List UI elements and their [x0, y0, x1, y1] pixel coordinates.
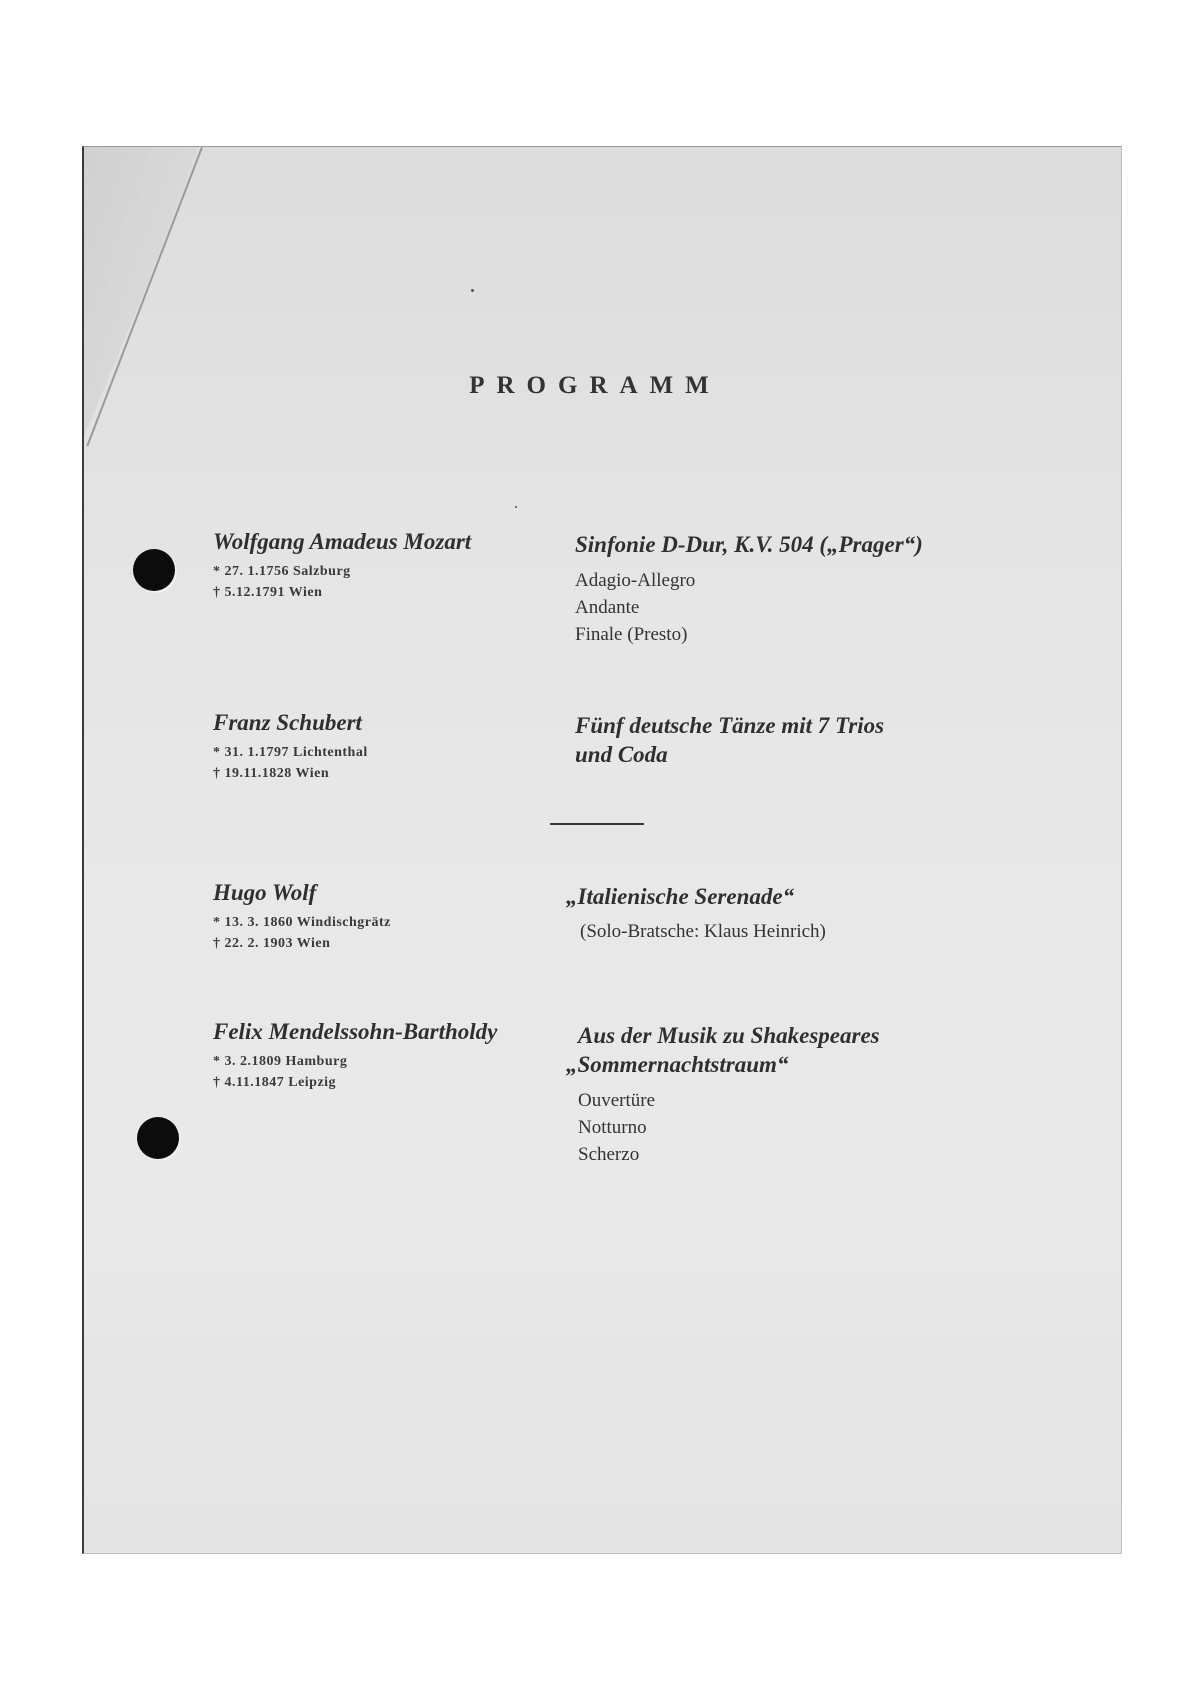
- composer-name: Wolfgang Amadeus Mozart: [213, 529, 472, 554]
- birth-date: * 27. 1.1756 Salzburg: [213, 564, 351, 579]
- punch-hole-top: [133, 549, 175, 591]
- movement-item: Scherzo: [578, 1144, 640, 1165]
- composer-dates: [213, 1051, 558, 1093]
- movement-item: Andante: [575, 597, 640, 618]
- movement-item: Notturno: [578, 1117, 647, 1138]
- work-block-wolf: [566, 882, 986, 943]
- movement-item: Finale (Presto): [575, 624, 688, 645]
- death-date: † 5.12.1791 Wien: [213, 585, 323, 600]
- composer-block-mozart: [213, 529, 558, 603]
- work-block-mozart: [575, 530, 995, 648]
- birth-date: * 3. 2.1809 Hamburg: [213, 1054, 348, 1069]
- composer-block-wolf: [213, 880, 558, 954]
- work-title-line2: und Coda: [575, 742, 668, 767]
- movement-list: [578, 1087, 986, 1168]
- composer-dates: [213, 742, 558, 784]
- paper-speck: [515, 506, 517, 508]
- death-date: † 4.11.1847 Leipzig: [213, 1075, 337, 1090]
- intermission-divider: [550, 823, 644, 825]
- death-date: † 19.11.1828 Wien: [213, 766, 330, 781]
- composer-block-schubert: [213, 710, 558, 784]
- work-title: Sinfonie D-Dur, K.V. 504 („Prager“): [575, 532, 923, 557]
- composer-name: Felix Mendelssohn-Bartholdy: [213, 1019, 498, 1044]
- movement-item: Adagio-Allegro: [575, 570, 696, 591]
- work-block-mendelssohn: [566, 1021, 986, 1168]
- movement-list: [575, 567, 995, 648]
- composer-name: Franz Schubert: [213, 710, 362, 735]
- program-sheet: [82, 146, 1122, 1554]
- work-title: Fünf deutsche Tänze mit 7 Trios: [575, 713, 885, 738]
- work-note: (Solo-Bratsche: Klaus Heinrich): [580, 921, 826, 942]
- composer-block-mendelssohn: [213, 1019, 558, 1093]
- work-title: Aus der Musik zu Shakespeares: [578, 1023, 880, 1048]
- composer-name: Hugo Wolf: [213, 880, 317, 905]
- work-title-line2: „Sommernachtstraum“: [566, 1052, 789, 1077]
- composer-dates: [213, 912, 558, 954]
- page-title: PROGRAMM: [469, 372, 721, 399]
- birth-date: * 13. 3. 1860 Windischgrätz: [213, 915, 391, 930]
- movement-item: Ouvertüre: [578, 1090, 656, 1111]
- work-block-schubert: [575, 711, 995, 769]
- death-date: † 22. 2. 1903 Wien: [213, 936, 331, 951]
- birth-date: * 31. 1.1797 Lichtenthal: [213, 745, 368, 760]
- punch-hole-bottom: [137, 1117, 179, 1159]
- composer-dates: [213, 561, 558, 603]
- work-title: „Italienische Serenade“: [566, 884, 795, 909]
- paper-speck: [471, 289, 474, 292]
